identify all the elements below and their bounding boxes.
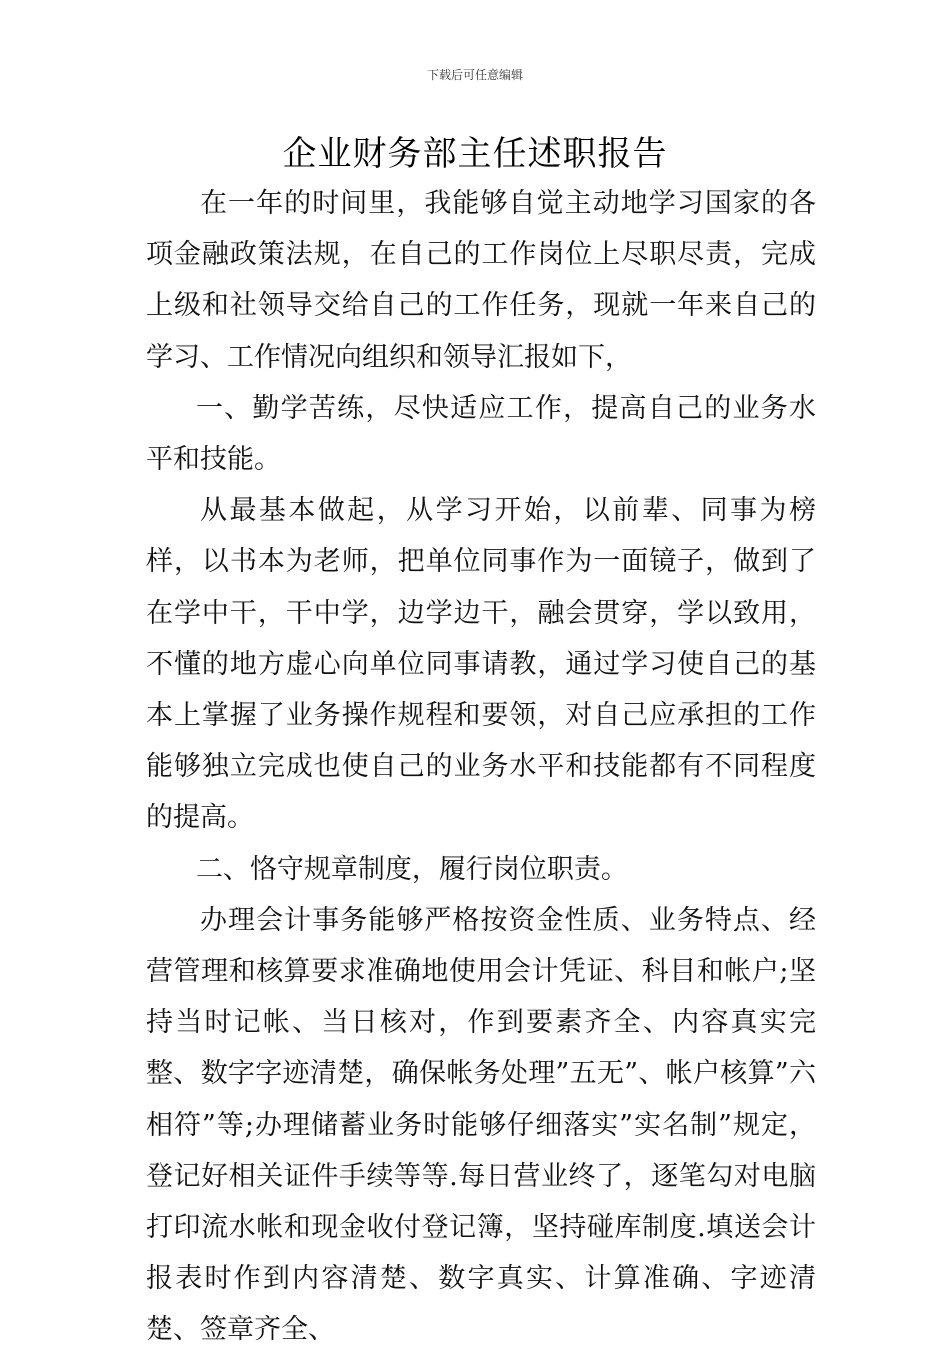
document-title: 企业财务部主任述职报告	[282, 134, 668, 174]
paragraph-section-1: 从最基本做起，从学习开始，以前辈、同事为榜样，以书本为老师，把单位同事作为一面镜子，做到了在学中干，干中学，边学边干，融会贯穿，学以致用，不懂的地方虚心向单位同事请教，通过学习使自己的基本上掌握了业务操作规程和要领，对自己应承担的工作能够独立完成也使自己的业务水平和技能都有不同程度的提高。	[146, 495, 816, 834]
document-body	[146, 178, 816, 1356]
section-heading-2: 二、恪守规章制度，履行岗位职责。	[195, 853, 628, 885]
paragraph-intro: 在一年的时间里，我能够自觉主动地学习国家的各项金融政策法规，在自己的工作岗位上尽职尽责，完成上级和社领导交给自己的工作任务，现就一年来自己的学习、工作情况向组织和领导汇报如下，	[146, 188, 816, 373]
paragraph-section-2: 办理会计事务能够严格按资金性质、业务特点、经营管理和核算要求准确地使用会计凭证、科目和帐户;坚持当时记帐、当日核对，作到要素齐全、内容真实完整、数字字迹清楚，确保帐务处理”五无”、帐户核算”六相符”等;办理储蓄业务时能够仔细落实”实名制”规定，登记好相关证件手续等等.每日营业终了，逐笔勾对电脑打印流水帐和现金收付登记簿，坚持碰库制度.填送会计报表时作到内容清楚、数字真实、计算准确、字迹清楚、签章齐全、	[146, 904, 816, 1346]
section-heading-1: 一、勤学苦练，尽快适应工作，提高自己的业务水平和技能。	[146, 392, 816, 476]
header-note: 下载后可任意编辑	[426, 68, 523, 82]
